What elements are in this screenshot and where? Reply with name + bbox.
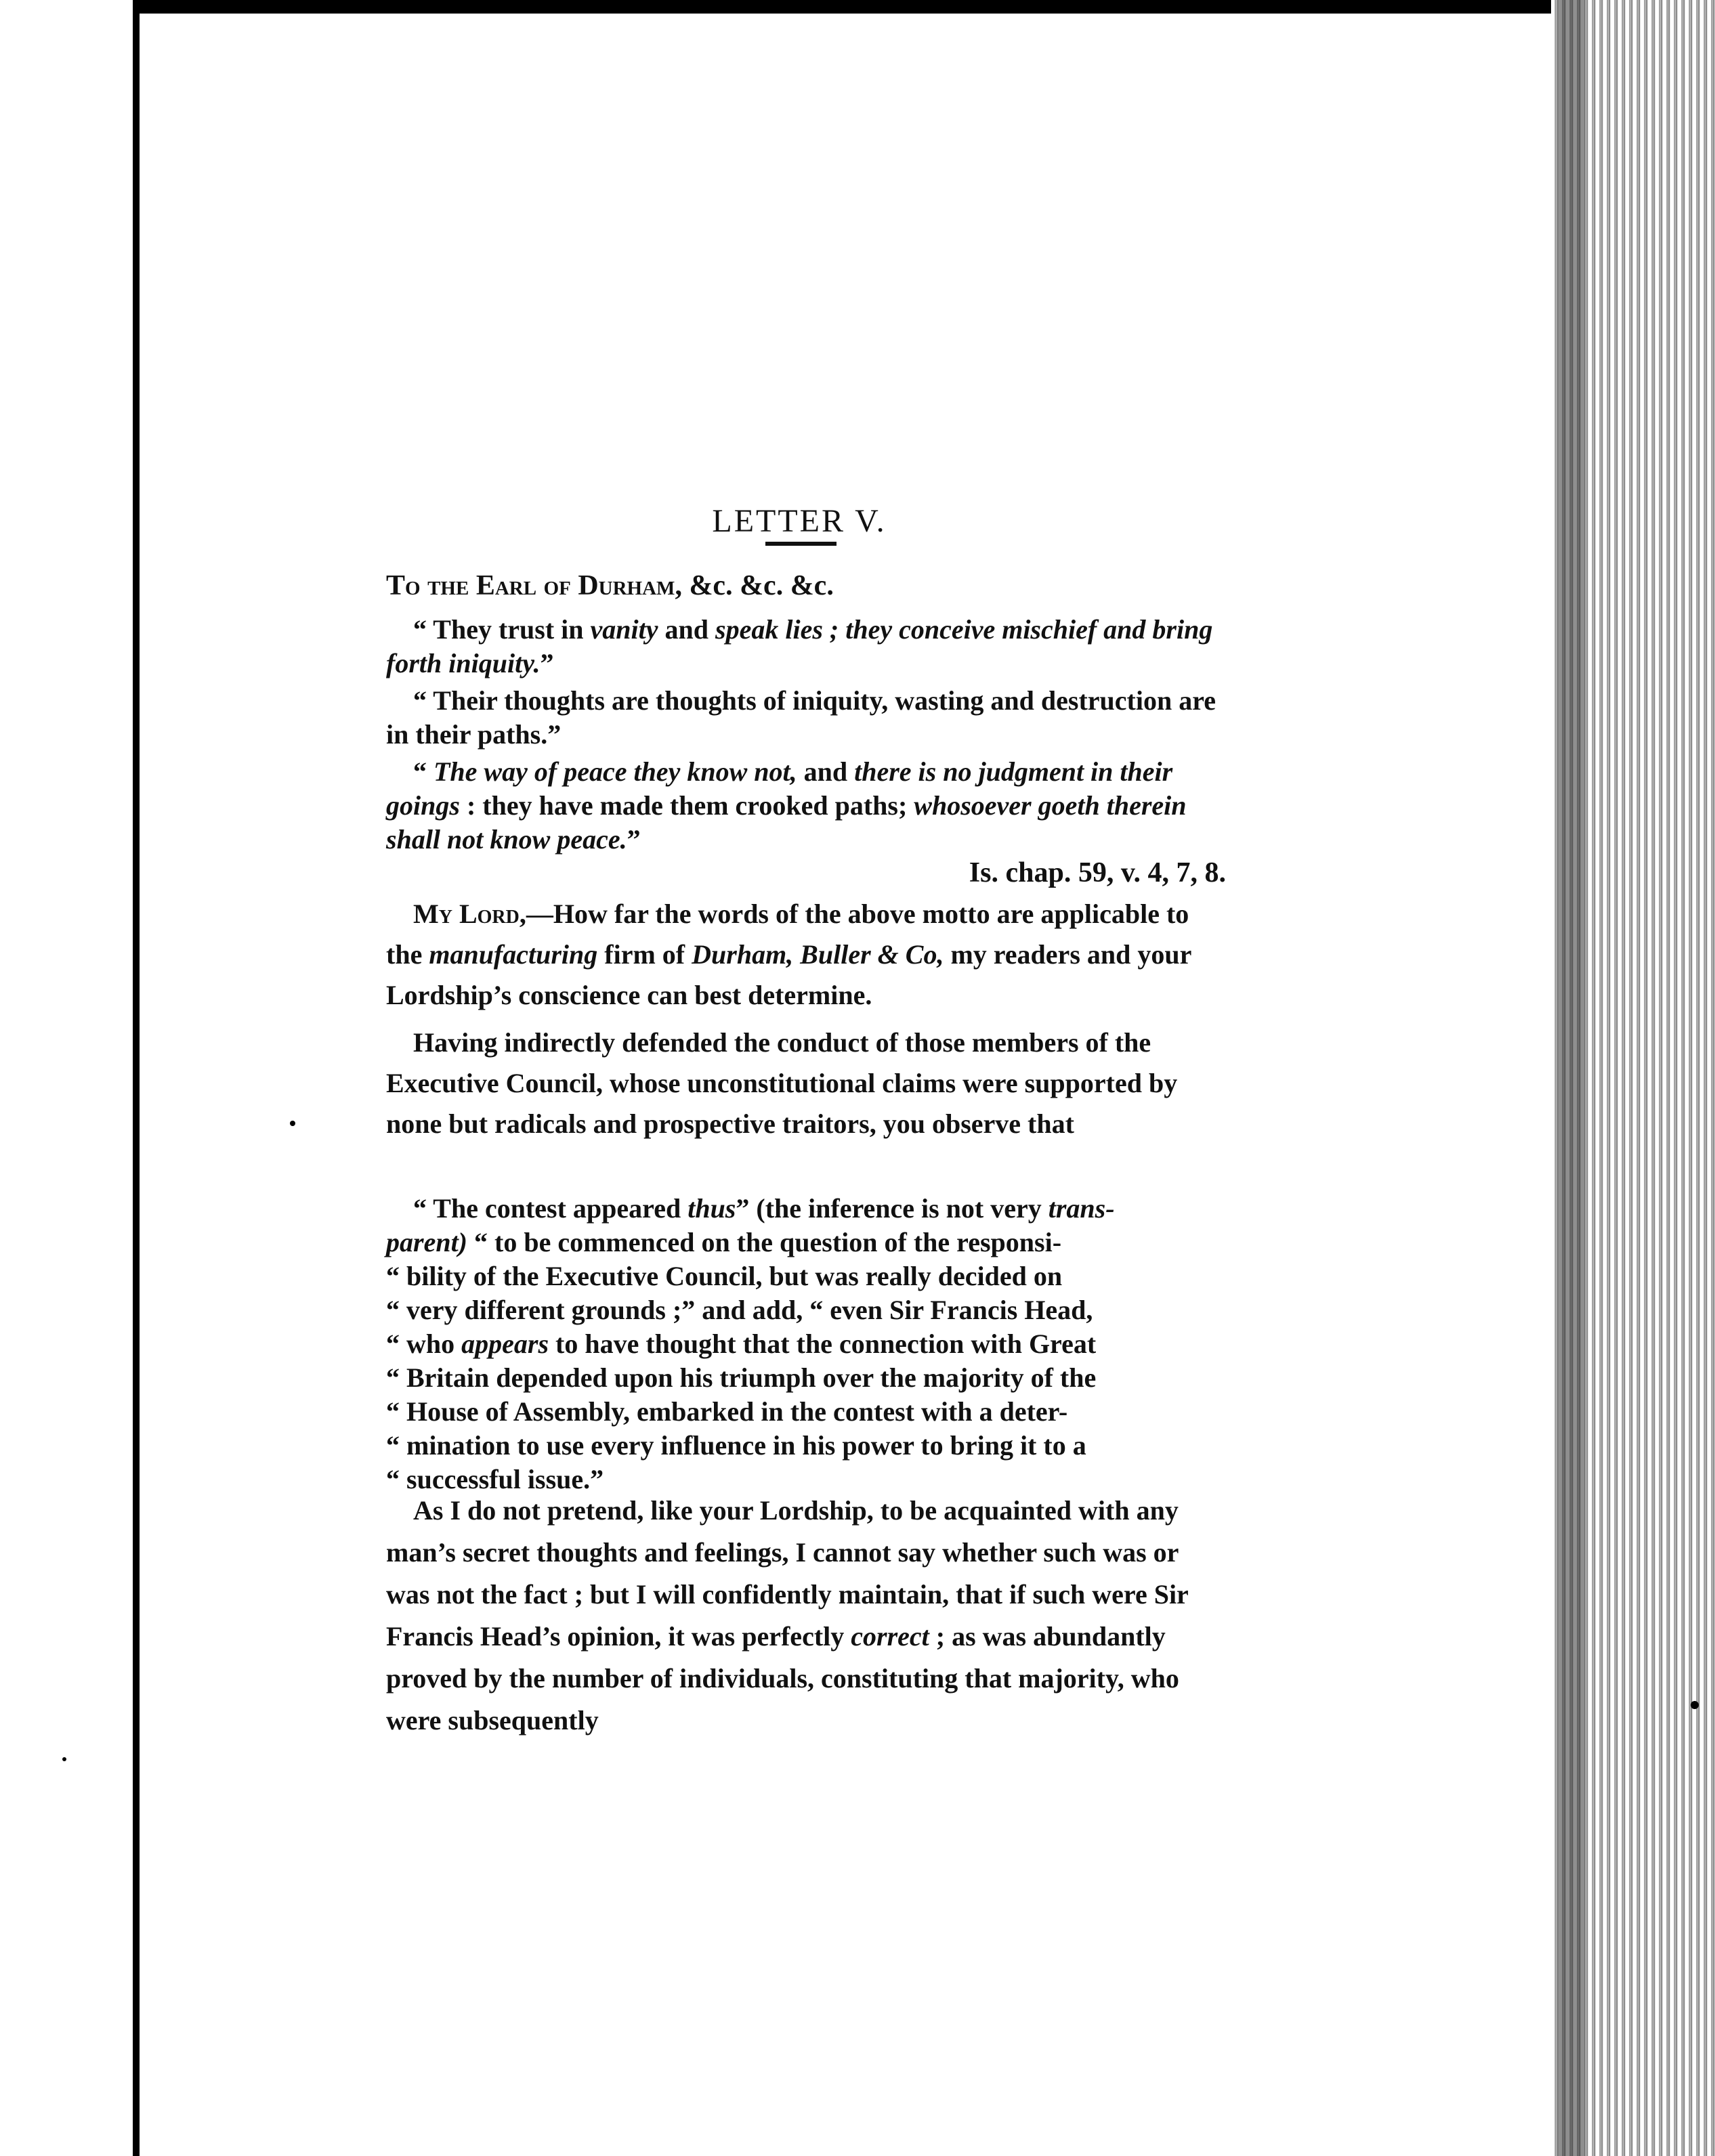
salutation: To the Earl of Durham, &c. &c. &c. <box>386 570 834 601</box>
letter-title: LETTER V. <box>712 503 887 540</box>
scan-border-top <box>0 0 1715 14</box>
quote-line: “ The contest appeared thus” (the inference is not very trans- <box>413 1193 1115 1224</box>
quote-line: “ very different grounds ;” and add, “ even Sir Francis Head, <box>386 1295 1093 1325</box>
paragraph-executive-council: Having indirectly defended the conduct of those members of the Executive Council, whose unconstitutional claims were supported by none but radicals and prospective traitors, you observe that <box>386 1027 1178 1139</box>
motto-verse-2: “ Their thoughts are thoughts of iniquity, wasting and destruction are in their paths.” <box>386 685 1216 750</box>
scan-speck <box>290 1121 295 1126</box>
quote-line: “ mination to use every influence in his power to bring it to a <box>386 1430 1086 1461</box>
quote-line: parent) “ to be commenced on the question of the responsi- <box>386 1227 1062 1257</box>
motto-verse-3: “ The way of peace they know not, and there is no judgment in their goings : they have made them crooked paths; whosoever goeth therein shall not know peace.” <box>386 756 1187 855</box>
quote-line: “ who appears to have thought that the connection with Great <box>386 1329 1097 1359</box>
quote-line: “ successful issue.” <box>386 1464 604 1494</box>
title-rule <box>765 542 837 546</box>
book-gutter <box>133 0 140 2156</box>
quote-line: “ House of Assembly, embarked in the contest with a deter- <box>386 1396 1068 1427</box>
facing-page-margin <box>0 0 135 2156</box>
quote-line: “ Britain depended upon his triumph over the majority of the <box>386 1362 1097 1393</box>
scan-speck <box>1691 1701 1699 1709</box>
motto-verse-1: “ They trust in vanity and speak lies ; they conceive mischief and bring forth iniquity.” <box>386 614 1213 678</box>
scan-speck <box>62 1757 66 1761</box>
quote-line: “ bility of the Executive Council, but was really decided on <box>386 1261 1063 1291</box>
paragraph-sir-francis-head: As I do not pretend, like your Lordship, to be acquainted with any man’s secret thoughts and feelings, I cannot say whether such was or was not the fact ; but I will confidently maintain, that if such were Sir Francis Head’s opinion, it was perfectly correct ; as was abundantly proved by the number of individuals, constituting that majority, who were subsequently <box>386 1495 1189 1735</box>
block-quote <box>386 1192 1226 1496</box>
scripture-citation: Is. chap. 59, v. 4, 7, 8. <box>969 857 1226 888</box>
paragraph-opening: My Lord,—How far the words of the above motto are applicable to the manufacturing firm of Durham, Buller & Co, my readers and your Lordship’s conscience can best determine. <box>386 899 1191 1010</box>
page-edge-shadow <box>1558 0 1585 2156</box>
